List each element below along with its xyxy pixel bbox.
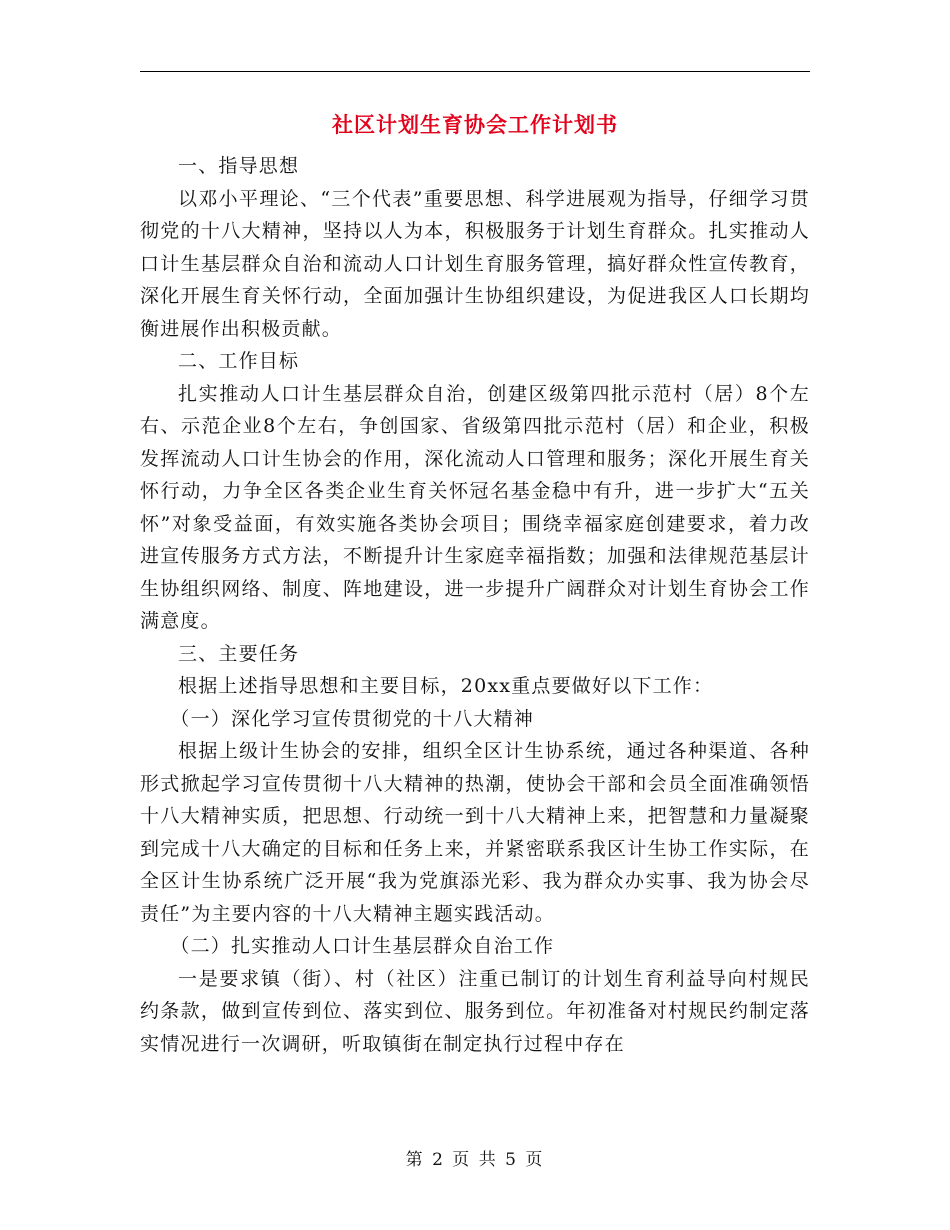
paragraph-main-tasks-intro: 根据上述指导思想和主要目标，20xx重点要做好以下工作： [178, 675, 714, 697]
paragraph-task-2: 一是要求镇（街）、村（社区）注重已制订的计划生育利益导向村规民约条款，做到宣传到位、落实到位、服务到位。年初准备对村规民约制定落实情况进行一次调研，听取镇街在制定执行过程中存在 [140, 967, 810, 1055]
subheading-task-1: （一）深化学习宣传贯彻党的十八大精神 [170, 707, 534, 730]
page-number-footer: 第 2 页 共 5 页 [405, 1150, 545, 1170]
section-heading-main-tasks: 三、主要任务 [178, 642, 300, 665]
section-heading-work-goals: 二、工作目标 [178, 350, 300, 372]
section-heading-guiding-ideology: 一、指导思想 [178, 155, 300, 177]
paragraph-work-goals: 扎实推动人口计生基层群众自治，创建区级第四批示范村（居）8个左右、示范企业8个左右，争创国家、省级第四批示范村（居）和企业，积极发挥流动人口计生协会的作用，深化流动人口管理和服务；深化开展生育关怀行动，力争全区各类企业生育关怀冠名基金稳中有升，进一步扩大“五关怀”对象受益面，有效实施各类协会项目；围绕幸福家庭创建要求，着力改进宣传服务方式方法，不断提升计生家庭幸福指数；加强和法律规范基层计生协组织网络、制度、阵地建设，进一步提升广阔群众对计划生育协会工作满意度。 [140, 382, 810, 632]
document-body [140, 150, 810, 1060]
paragraph-guiding-ideology: 以邓小平理论、“三个代表”重要思想、科学进展观为指导，仔细学习贯彻党的十八大精神，坚持以人为本，积极服务于计划生育群众。扎实推动人口计生基层群众自治和流动人口计划生育服务管理，搞好群众性宣传教育，深化开展生育关怀行动，全面加强计生协组织建设，为促进我区人口长期均衡进展作出积极贡献。 [140, 187, 810, 340]
document-title: 社区计划生育协会工作计划书 [332, 112, 618, 137]
header-rule [140, 71, 810, 72]
subheading-task-2: （二）扎实推动人口计生基层群众自治工作 [170, 935, 555, 957]
paragraph-task-1: 根据上级计生协会的安排，组织全区计生协系统，通过各种渠道、各种形式掀起学习宣传贯彻十八大精神的热潮，使协会干部和会员全面准确领悟十八大精神实质，把思想、行动统一到十八大精神上来，把智慧和力量凝聚到完成十八大确定的目标和任务上来，并紧密联系我区计生协工作实际，在全区计生协系统广泛开展“我为党旗添光彩、我为群众办实事、我为协会尽责任”为主要内容的十八大精神主题实践活动。 [140, 740, 810, 925]
